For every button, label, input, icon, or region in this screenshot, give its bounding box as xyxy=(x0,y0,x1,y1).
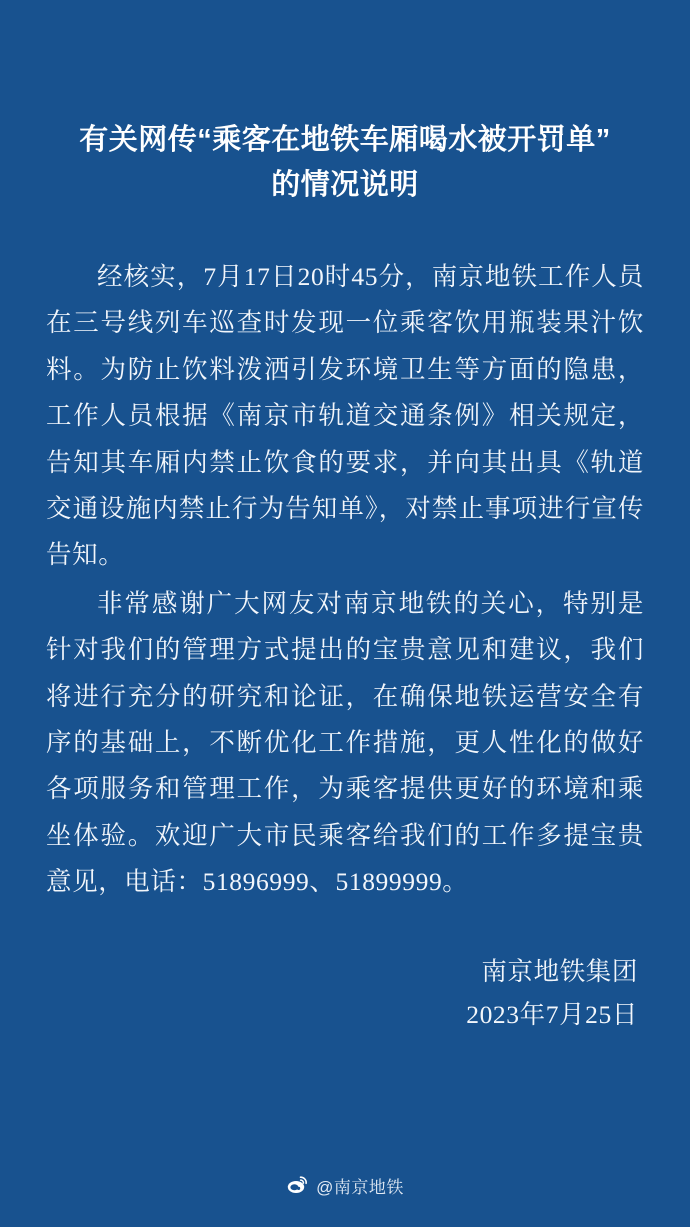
signature-date: 2023年7月25日 xyxy=(466,999,638,1029)
footer-handle: @南京地铁 xyxy=(316,1177,404,1197)
signature-organization: 南京地铁集团 xyxy=(481,956,638,986)
signature-block xyxy=(46,950,644,1037)
announcement-body xyxy=(46,254,644,906)
page-title-line-1: 有关网传“乘客在地铁车厢喝水被开罚单” xyxy=(79,124,611,156)
page-title-line-2: 的情况说明 xyxy=(271,168,419,201)
page-title xyxy=(46,118,644,208)
paragraph-1: 经核实，7月17日20时45分，南京地铁工作人员在三号线列车巡查时发现一位乘客饮用瓶装果汁饮料。为防止饮料泼洒引发环境卫生等方面的隐患，工作人员根据《南京市轨道交通条例》相关规定，告知其车厢内禁止饮食的要求，并向其出具《轨道交通设施内禁止行为告知单》，对禁止事项进行宣传告知。 xyxy=(46,261,644,570)
weibo-icon xyxy=(286,1174,308,1196)
paragraph-2: 非常感谢广大网友对南京地铁的关心，特别是针对我们的管理方式提出的宝贵意见和建议，我们将进行充分的研究和论证，在确保地铁运营安全有序的基础上，不断优化工作措施，更人性化的做好各项服务和管理工作，为乘客提供更好的环境和乘坐体验。欢迎广大市民乘客给我们的工作多提宝贵意见，电话：51896999、51899999。 xyxy=(46,588,644,897)
footer-attribution xyxy=(0,1157,690,1227)
